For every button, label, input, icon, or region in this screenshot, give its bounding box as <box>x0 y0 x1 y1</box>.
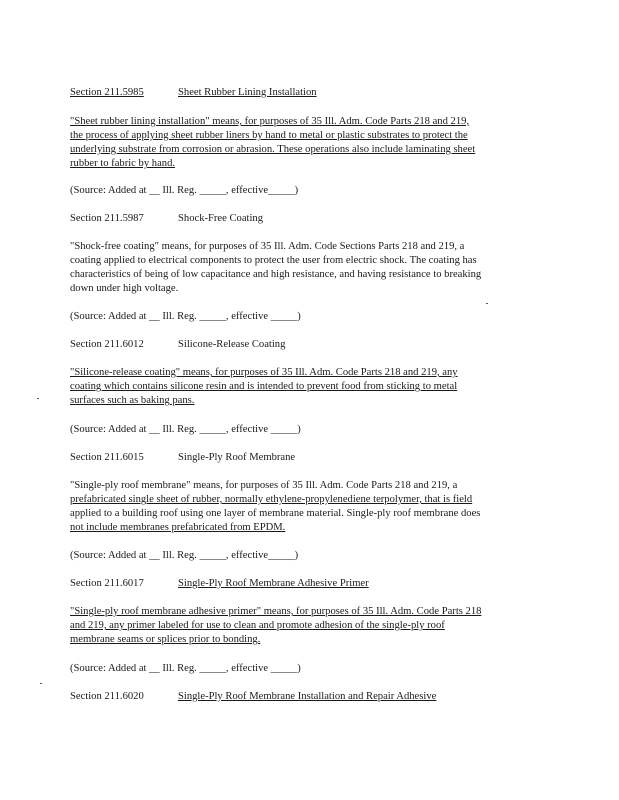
section-number: Section 211.5987 <box>70 213 144 224</box>
definition-line: "Single-ply roof membrane" means, for purposes of 35 Ill. Adm. Code Parts 218 and 219, a <box>70 480 458 491</box>
definition-line: underlying substrate from corrosion or abrasion. These operations also include laminating sheet <box>70 144 476 155</box>
definition-line: "Shock-free coating" means, for purposes of 35 Ill. Adm. Code Sections Parts 218 and 219, a <box>70 241 465 252</box>
source-note: (Source: Added at __ Ill. Reg. _____, effective_____) <box>70 550 299 561</box>
section-definition <box>70 366 550 408</box>
definition-line: down under high voltage. <box>70 283 179 294</box>
definition-line: "Single-ply roof membrane adhesive primer" means, for purposes of 35 Ill. Adm. Code Parts 218 <box>70 606 482 617</box>
definition-line: characteristics of being of low capacitance and high resistance, and having resistance to breaking <box>70 269 482 280</box>
section-number: Section 211.6012 <box>70 339 144 350</box>
section-title: Single-Ply Roof Membrane Installation and Repair Adhesive <box>178 691 437 702</box>
scan-speck <box>486 303 488 304</box>
section-title: Single-Ply Roof Membrane <box>178 452 296 463</box>
section-number: Section 211.6017 <box>70 578 144 589</box>
definition-line: "Silicone-release coating" means, for purposes of 35 Ill. Adm. Code Parts 218 and 219, any <box>70 367 458 378</box>
section-heading <box>70 86 550 100</box>
section-title: Single-Ply Roof Membrane Adhesive Primer <box>178 578 369 589</box>
definition-line: applied to a building roof using one layer of membrane material. Single-ply roof membrane does <box>70 508 481 519</box>
definition-line: prefabricated single sheet of rubber, normally ethylene-propylenediene terpolymer, that is field <box>70 494 473 505</box>
source-note: (Source: Added at __ Ill. Reg. _____, effective_____) <box>70 185 299 196</box>
section-title: Silicone-Release Coating <box>178 339 286 350</box>
section-heading <box>70 690 550 704</box>
definition-line: surfaces such as baking pans. <box>70 395 195 406</box>
definition-line: "Sheet rubber lining installation" means, for purposes of 35 Ill. Adm. Code Parts 218 and 219, <box>70 116 470 127</box>
section-title: Sheet Rubber Lining Installation <box>178 87 317 98</box>
section-title: Shock-Free Coating <box>178 213 264 224</box>
section-definition <box>70 115 550 171</box>
section-definition <box>70 605 550 647</box>
section-heading <box>70 338 550 352</box>
section-definition <box>70 240 550 296</box>
definition-line: membrane seams or splices prior to bonding. <box>70 634 261 645</box>
definition-line: and 219, any primer labeled for use to clean and promote adhesion of the single-ply roof <box>70 620 445 631</box>
source-note: (Source: Added at __ Ill. Reg. _____, effective _____) <box>70 424 301 435</box>
definition-line: coating which contains silicone resin and is intended to prevent food from sticking to metal <box>70 381 458 392</box>
source-note: (Source: Added at __ Ill. Reg. _____, effective _____) <box>70 663 301 674</box>
section-definition <box>70 479 550 535</box>
definition-line: coating applied to electrical components to protect the user from electric shock. The coating has <box>70 255 477 266</box>
scan-speck <box>40 683 42 684</box>
definition-line: rubber to fabric by hand. <box>70 158 176 169</box>
definition-line: the process of applying sheet rubber liners by hand to metal or plastic substrates to protect the <box>70 130 468 141</box>
section-heading <box>70 212 550 226</box>
section-heading <box>70 577 550 591</box>
definition-line: not include membranes prefabricated from EPDM. <box>70 522 286 533</box>
scan-speck <box>37 398 39 399</box>
section-number: Section 211.6020 <box>70 691 144 702</box>
section-heading <box>70 451 550 465</box>
section-number: Section 211.6015 <box>70 452 144 463</box>
section-number: Section 211.5985 <box>70 87 144 98</box>
source-note: (Source: Added at __ Ill. Reg. _____, effective _____) <box>70 311 301 322</box>
